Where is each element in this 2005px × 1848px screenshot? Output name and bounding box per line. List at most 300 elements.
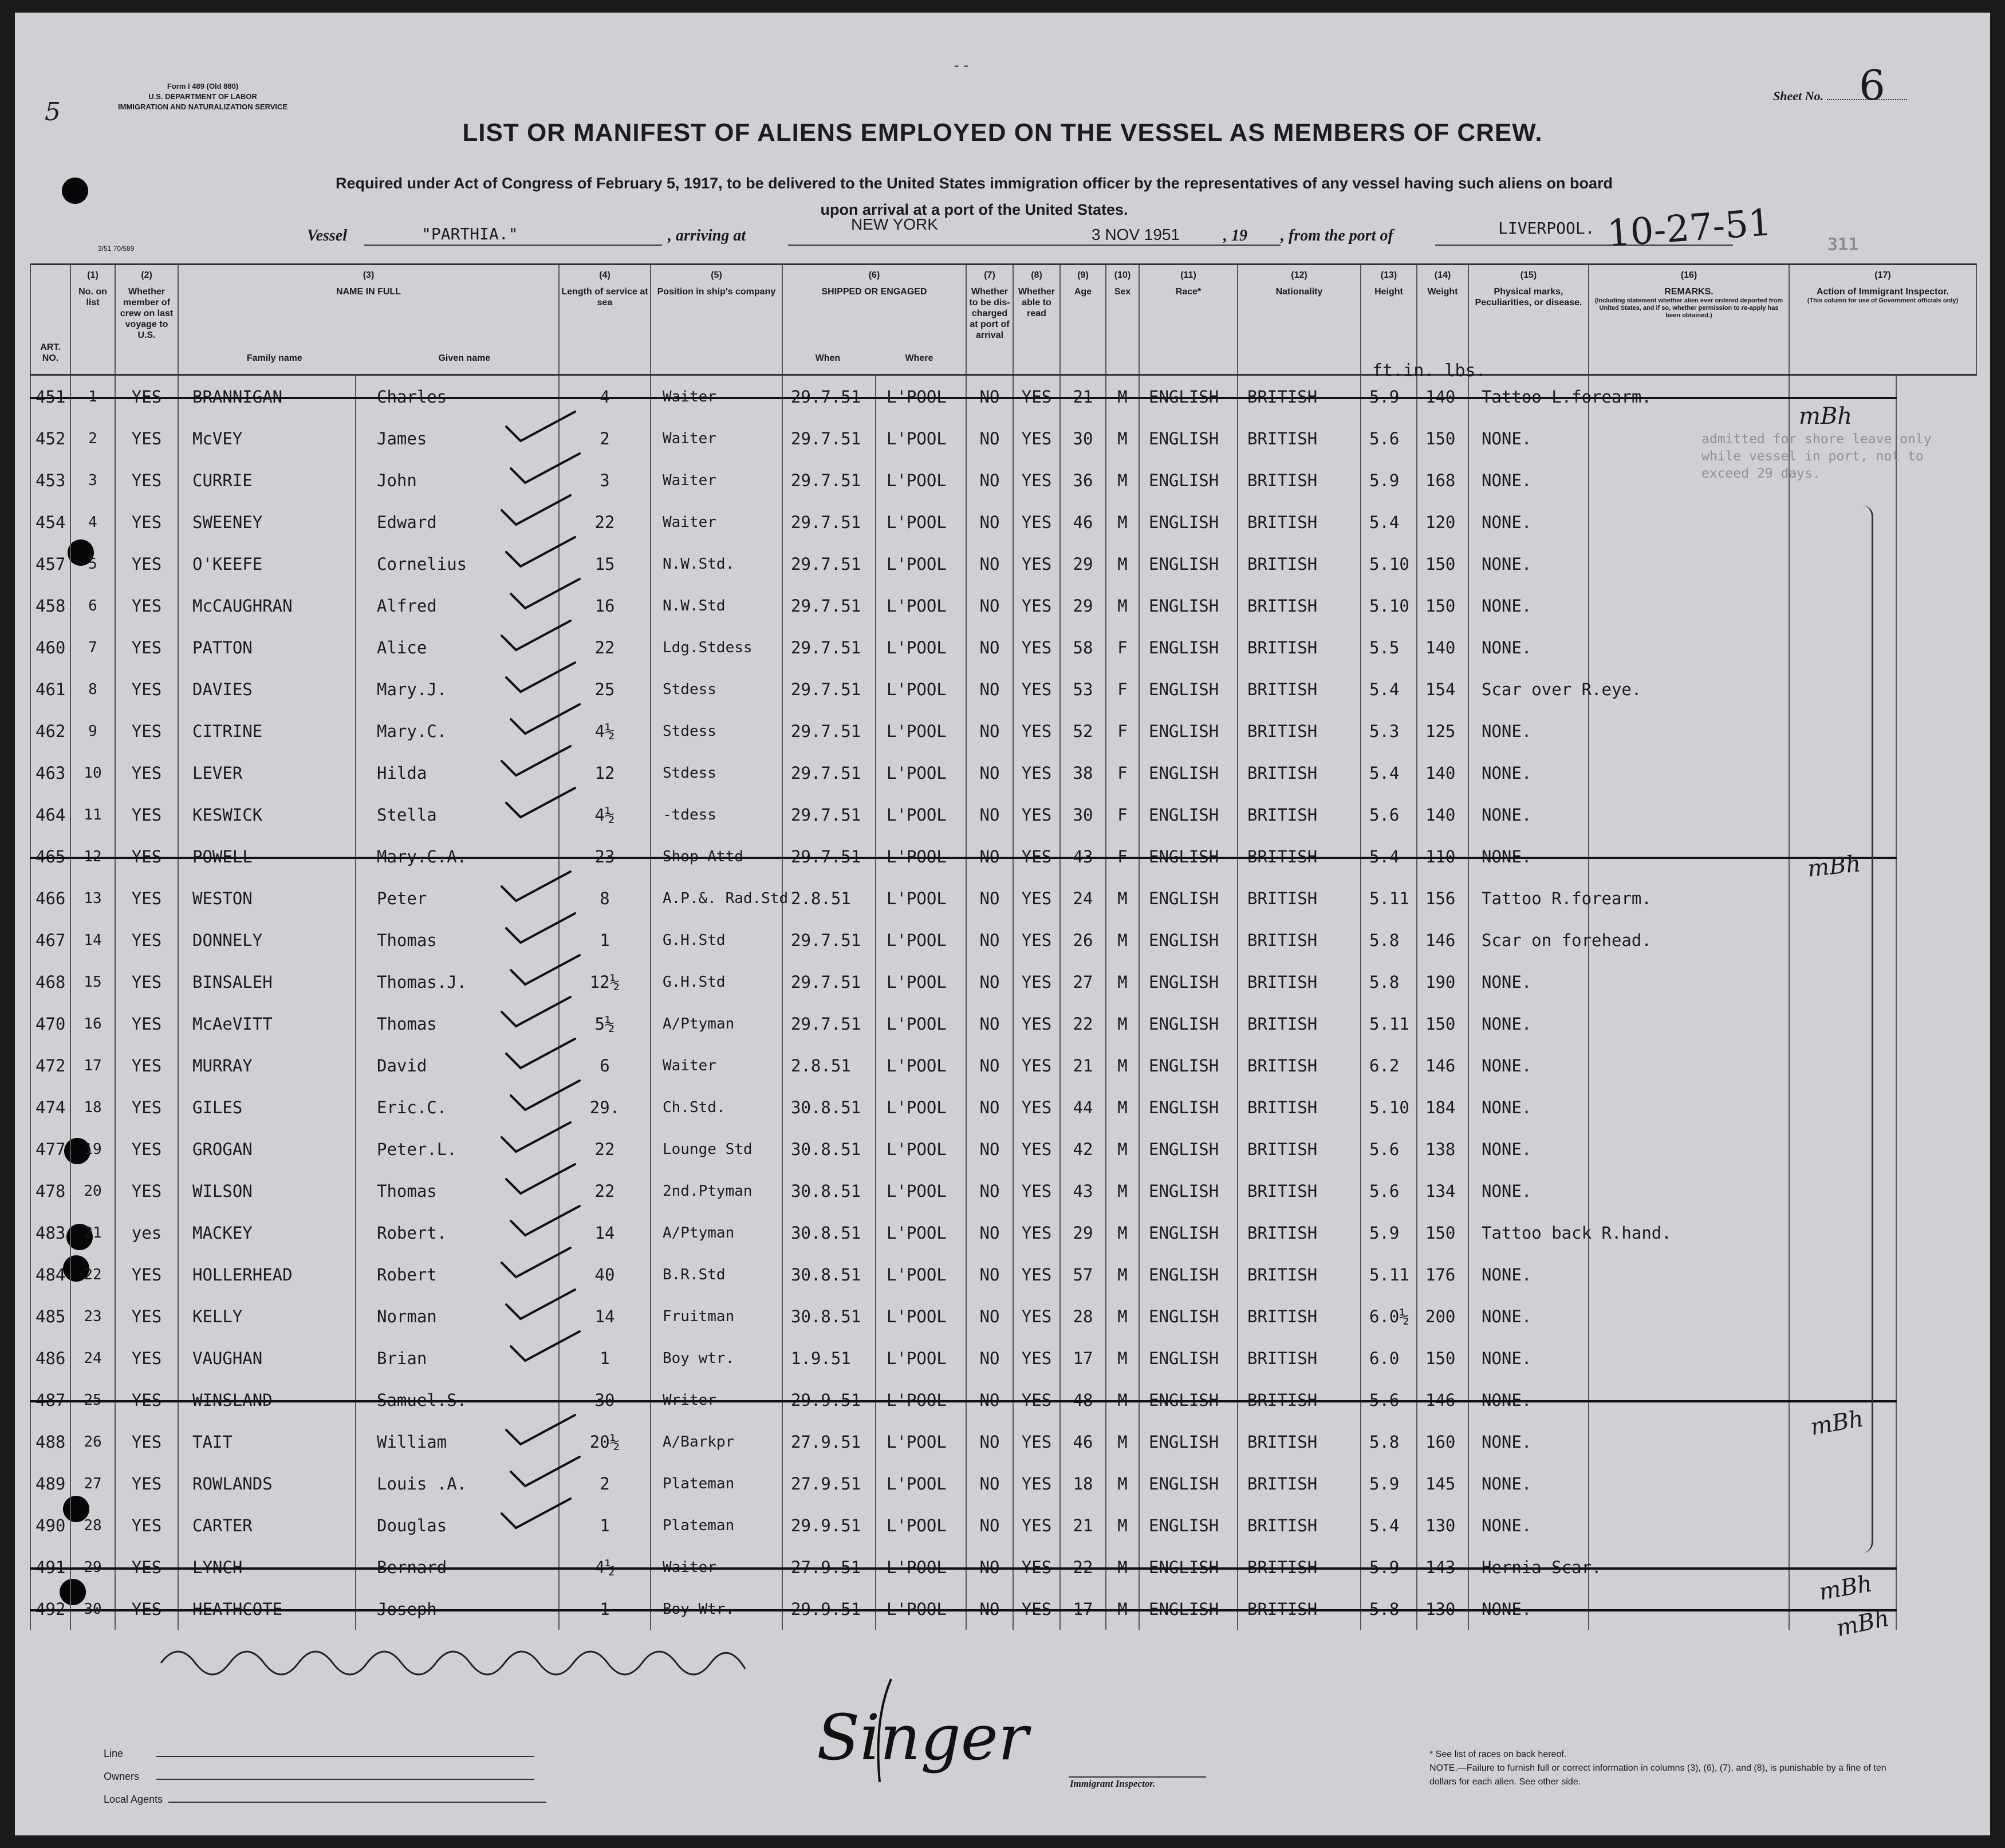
height-cell: 5.6 <box>1361 1170 1417 1212</box>
subtitle-line-2: upon arrival at a port of the United States. <box>820 201 1128 218</box>
physical-marks-cell: NONE. <box>1468 1588 1589 1630</box>
height-cell: 5.10 <box>1361 1086 1417 1128</box>
service-length-cell: 4½ <box>559 710 651 752</box>
handwritten-mark: 5 <box>45 97 61 127</box>
discharged-cell: NO <box>966 1421 1013 1463</box>
able-to-read-cell: YES <box>1013 1421 1060 1463</box>
height-cell: 5.10 <box>1361 543 1417 585</box>
height-cell: 5.4 <box>1361 1504 1417 1546</box>
physical-marks-cell: NONE. <box>1468 1504 1589 1546</box>
race-cell: ENGLISH <box>1139 1504 1238 1546</box>
weight-cell: 140 <box>1417 375 1468 418</box>
form-number: Form I 489 (Old 880) <box>167 82 239 90</box>
list-no-cell: 4 <box>70 501 115 543</box>
race-cell: ENGLISH <box>1139 1546 1238 1588</box>
shipped-when-cell: 2.8.51 <box>782 1045 876 1086</box>
family-name-cell: HEATHCOTE <box>178 1588 356 1630</box>
shipped-where-cell: L'POOL <box>876 1379 966 1421</box>
race-cell: ENGLISH <box>1139 1463 1238 1504</box>
physical-marks-cell: Tattoo L.forearm. <box>1468 375 1589 418</box>
race-cell: ENGLISH <box>1139 710 1238 752</box>
sex-cell: M <box>1106 877 1139 919</box>
list-no-cell: 30 <box>70 1588 115 1630</box>
shipped-when-cell: 27.9.51 <box>782 1463 876 1504</box>
able-to-read-cell: YES <box>1013 1588 1060 1630</box>
given-name-cell: Joseph <box>356 1588 559 1630</box>
art-no-cell: 458 <box>30 585 70 626</box>
last-voyage-cell: YES <box>115 752 178 794</box>
last-voyage-cell: YES <box>115 836 178 877</box>
age-cell: 48 <box>1060 1379 1106 1421</box>
able-to-read-cell: YES <box>1013 752 1060 794</box>
weight-cell: 160 <box>1417 1421 1468 1463</box>
sex-cell: M <box>1106 501 1139 543</box>
end-of-list-squiggle <box>158 1640 754 1692</box>
shipped-when-cell: 30.8.51 <box>782 1212 876 1254</box>
footer-fields <box>104 1742 546 1811</box>
shipped-where-cell: L'POOL <box>876 1504 966 1546</box>
sex-cell: F <box>1106 710 1139 752</box>
remarks-cell <box>1589 585 1789 626</box>
art-no-cell: 452 <box>30 417 70 459</box>
check-mark <box>508 953 582 988</box>
list-no-cell: 15 <box>70 961 115 1003</box>
able-to-read-cell: YES <box>1013 1295 1060 1337</box>
last-voyage-cell: YES <box>115 1045 178 1086</box>
discharged-cell: NO <box>966 1295 1013 1337</box>
check-mark <box>499 1120 573 1156</box>
age-cell: 21 <box>1060 375 1106 418</box>
able-to-read-cell: YES <box>1013 794 1060 836</box>
family-name-cell: WINSLAND <box>178 1379 356 1421</box>
inspector-initials: mBh <box>1834 1605 1892 1642</box>
age-cell: 58 <box>1060 626 1106 668</box>
penalty-note: NOTE.—Failure to furnish full or correct information in columns (3), (6), (7), and (8), is punishable by a fine of ten dollars for each alien. See other side. <box>1429 1763 1886 1787</box>
shipped-when-cell: 27.9.51 <box>782 1546 876 1588</box>
sex-cell: F <box>1106 668 1139 710</box>
art-no-cell: 465 <box>30 836 70 877</box>
inspector-action-cell <box>1789 501 1896 543</box>
table-row <box>30 1463 1976 1504</box>
inspector-initials: mBh <box>1817 1570 1874 1606</box>
able-to-read-cell: YES <box>1013 417 1060 459</box>
table-row <box>30 1086 1976 1128</box>
remarks-cell <box>1589 1504 1789 1546</box>
service-length-cell: 1 <box>559 1337 651 1379</box>
physical-marks-cell: NONE. <box>1468 1463 1589 1504</box>
shipped-when-cell: 30.8.51 <box>782 1086 876 1128</box>
art-no-cell: 477 <box>30 1128 70 1170</box>
family-name-cell: BRANNIGAN <box>178 375 356 418</box>
nationality-cell: BRITISH <box>1238 836 1361 877</box>
age-cell: 21 <box>1060 1504 1106 1546</box>
able-to-read-cell: YES <box>1013 877 1060 919</box>
vessel-line <box>307 215 1750 253</box>
list-no-cell: 18 <box>70 1086 115 1128</box>
position-cell: G.H.Std <box>651 919 782 961</box>
given-name-cell: Louis .A. <box>356 1463 559 1504</box>
discharged-cell: NO <box>966 501 1013 543</box>
inspector-action-cell <box>1789 961 1896 1003</box>
col-no-on-list: (1) No. on list <box>70 265 115 375</box>
remarks-cell <box>1589 752 1789 794</box>
arriving-underline <box>788 244 1281 246</box>
inspector-action-cell <box>1789 1045 1896 1086</box>
last-voyage-cell: YES <box>115 1003 178 1045</box>
inspector-action-cell <box>1789 668 1896 710</box>
table-row <box>30 417 1976 459</box>
form-identifier <box>118 81 287 112</box>
remarks-cell <box>1589 1170 1789 1212</box>
list-no-cell: 21 <box>70 1212 115 1254</box>
table-row <box>30 919 1976 961</box>
position-cell: G.H.Std <box>651 961 782 1003</box>
discharged-cell: NO <box>966 710 1013 752</box>
sex-cell: M <box>1106 1086 1139 1128</box>
race-cell: ENGLISH <box>1139 1212 1238 1254</box>
list-no-cell: 6 <box>70 585 115 626</box>
check-mark <box>503 409 578 445</box>
art-no-cell: 485 <box>30 1295 70 1337</box>
given-name-cell: Thomas <box>356 1003 559 1045</box>
physical-marks-cell: Hernia Scar. <box>1468 1546 1589 1588</box>
sex-cell: M <box>1106 417 1139 459</box>
sex-cell: M <box>1106 459 1139 501</box>
weight-cell: 150 <box>1417 543 1468 585</box>
shipped-where-cell: L'POOL <box>876 1588 966 1630</box>
height-cell: 5.4 <box>1361 668 1417 710</box>
local-agents-field: Local Agents <box>104 1788 546 1811</box>
physical-marks-cell: NONE. <box>1468 1086 1589 1128</box>
col-physical-marks: (15) Physical marks, Peculiarities, or disease. <box>1468 265 1589 375</box>
art-no-cell: 478 <box>30 1170 70 1212</box>
weight-cell: 145 <box>1417 1463 1468 1504</box>
physical-marks-cell: NONE. <box>1468 1337 1589 1379</box>
check-mark <box>508 1329 582 1365</box>
table-row <box>30 1421 1976 1463</box>
given-name-cell: Alice <box>356 626 559 668</box>
shipped-where-cell: L'POOL <box>876 710 966 752</box>
physical-marks-cell: NONE. <box>1468 710 1589 752</box>
shipped-when-cell: 30.8.51 <box>782 1254 876 1295</box>
document-subtitle <box>244 170 1704 223</box>
table-row <box>30 1128 1976 1170</box>
col-length-of-service: (4) Length of service at sea <box>559 265 651 375</box>
shipped-when-cell: 29.7.51 <box>782 752 876 794</box>
race-cell: ENGLISH <box>1139 417 1238 459</box>
sex-cell: M <box>1106 543 1139 585</box>
table-row <box>30 543 1976 585</box>
last-voyage-cell: YES <box>115 1295 178 1337</box>
table-row <box>30 710 1976 752</box>
footer-notes <box>1429 1748 1911 1789</box>
position-cell: Stdess <box>651 752 782 794</box>
given-name-cell: Brian <box>356 1337 559 1379</box>
height-cell: 5.6 <box>1361 794 1417 836</box>
shipped-when-cell: 29.7.51 <box>782 668 876 710</box>
shipped-when-cell: 30.8.51 <box>782 1295 876 1337</box>
weight-cell: 150 <box>1417 417 1468 459</box>
height-cell: 5.9 <box>1361 459 1417 501</box>
discharged-cell: NO <box>966 752 1013 794</box>
service-length-cell: 4½ <box>559 1546 651 1588</box>
sheet-number-label: Sheet No. <box>1773 89 1823 103</box>
last-voyage-cell: YES <box>115 1254 178 1295</box>
nationality-cell: BRITISH <box>1238 1463 1361 1504</box>
check-mark <box>503 1162 578 1197</box>
given-name-cell: Mary.C.A. <box>356 836 559 877</box>
art-no-cell: 462 <box>30 710 70 752</box>
nationality-cell: BRITISH <box>1238 1337 1361 1379</box>
given-name-cell: David <box>356 1045 559 1086</box>
discharged-cell: NO <box>966 1045 1013 1086</box>
nationality-cell: BRITISH <box>1238 501 1361 543</box>
remarks-cell <box>1589 668 1789 710</box>
position-cell: -tdess <box>651 794 782 836</box>
given-name-cell: Peter.L. <box>356 1128 559 1170</box>
race-cell: ENGLISH <box>1139 501 1238 543</box>
discharged-cell: NO <box>966 1128 1013 1170</box>
shipped-when-cell: 29.7.51 <box>782 919 876 961</box>
table-row <box>30 1003 1976 1045</box>
weight-cell: 125 <box>1417 710 1468 752</box>
art-no-cell: 483 <box>30 1212 70 1254</box>
family-name-cell: PATTON <box>178 626 356 668</box>
able-to-read-cell: YES <box>1013 1546 1060 1588</box>
remarks-cell <box>1589 543 1789 585</box>
position-cell: Boy wtr. <box>651 1337 782 1379</box>
weight-cell: 146 <box>1417 919 1468 961</box>
shipped-when-cell: 29.7.51 <box>782 459 876 501</box>
age-cell: 21 <box>1060 1045 1106 1086</box>
nationality-cell: BRITISH <box>1238 1254 1361 1295</box>
service-length-cell: 2 <box>559 417 651 459</box>
family-name-cell: DAVIES <box>178 668 356 710</box>
position-cell: N.W.Std <box>651 585 782 626</box>
check-mark <box>499 1496 573 1532</box>
physical-marks-cell: NONE. <box>1468 794 1589 836</box>
weight-cell: 120 <box>1417 501 1468 543</box>
race-cell: ENGLISH <box>1139 1337 1238 1379</box>
art-no-cell: 453 <box>30 459 70 501</box>
service-length-cell: 2 <box>559 1463 651 1504</box>
nationality-cell: BRITISH <box>1238 1295 1361 1337</box>
nationality-cell: BRITISH <box>1238 543 1361 585</box>
age-cell: 30 <box>1060 417 1106 459</box>
discharged-cell: NO <box>966 919 1013 961</box>
physical-marks-cell: NONE. <box>1468 1421 1589 1463</box>
discharged-cell: NO <box>966 877 1013 919</box>
sex-cell: M <box>1106 1295 1139 1337</box>
shipped-where-cell: L'POOL <box>876 919 966 961</box>
art-no-cell: 489 <box>30 1463 70 1504</box>
table-row <box>30 1170 1976 1212</box>
vessel-underline <box>364 244 662 246</box>
last-voyage-cell: YES <box>115 543 178 585</box>
height-cell: 5.4 <box>1361 501 1417 543</box>
last-voyage-cell: YES <box>115 1170 178 1212</box>
check-mark <box>503 1413 578 1448</box>
service-length-cell: 20½ <box>559 1421 651 1463</box>
inspector-action-cell <box>1789 1337 1896 1379</box>
discharged-cell: NO <box>966 1003 1013 1045</box>
last-voyage-cell: YES <box>115 1086 178 1128</box>
able-to-read-cell: YES <box>1013 1086 1060 1128</box>
physical-marks-cell: NONE. <box>1468 417 1589 459</box>
check-mark <box>499 744 573 779</box>
check-mark <box>499 995 573 1030</box>
last-voyage-cell: YES <box>115 375 178 418</box>
remarks-cell <box>1589 1086 1789 1128</box>
service-length-cell: 22 <box>559 1128 651 1170</box>
art-no-cell: 487 <box>30 1379 70 1421</box>
service-length-cell: 3 <box>559 459 651 501</box>
physical-marks-cell: NONE. <box>1468 501 1589 543</box>
last-voyage-cell: YES <box>115 626 178 668</box>
age-cell: 27 <box>1060 961 1106 1003</box>
shipped-when-cell: 29.7.51 <box>782 1003 876 1045</box>
height-cell: 5.4 <box>1361 836 1417 877</box>
family-name-cell: LEVER <box>178 752 356 794</box>
height-cell: 5.9 <box>1361 1546 1417 1588</box>
position-cell: Waiter <box>651 459 782 501</box>
sex-cell: M <box>1106 1254 1139 1295</box>
able-to-read-cell: YES <box>1013 459 1060 501</box>
remarks-cell <box>1589 961 1789 1003</box>
race-cell: ENGLISH <box>1139 752 1238 794</box>
height-cell: 5.3 <box>1361 710 1417 752</box>
race-cell: ENGLISH <box>1139 1128 1238 1170</box>
weight-cell: 140 <box>1417 752 1468 794</box>
arriving-label: , arriving at <box>668 227 746 245</box>
sheet-number-value: 6 <box>1859 61 1885 109</box>
position-cell: A.P.&. Rad.Std <box>651 877 782 919</box>
check-mark <box>508 451 582 487</box>
age-cell: 29 <box>1060 1212 1106 1254</box>
inspector-action-cell <box>1789 626 1896 668</box>
weight-cell: 110 <box>1417 836 1468 877</box>
check-mark <box>503 786 578 821</box>
shipped-when-cell: 30.8.51 <box>782 1170 876 1212</box>
nationality-cell: BRITISH <box>1238 1421 1361 1463</box>
arriving-port: NEW YORK <box>851 215 938 233</box>
shipped-where-cell: L'POOL <box>876 961 966 1003</box>
last-voyage-cell: YES <box>115 877 178 919</box>
age-cell: 46 <box>1060 501 1106 543</box>
sex-cell: M <box>1106 585 1139 626</box>
height-cell: 5.9 <box>1361 1463 1417 1504</box>
discharged-cell: NO <box>966 1170 1013 1212</box>
discharged-cell: NO <box>966 1588 1013 1630</box>
shipped-where-cell: L'POOL <box>876 1463 966 1504</box>
shipped-where-cell: L'POOL <box>876 501 966 543</box>
list-no-cell: 20 <box>70 1170 115 1212</box>
last-voyage-cell: YES <box>115 668 178 710</box>
list-no-cell: 19 <box>70 1128 115 1170</box>
position-cell: A/Barkpr <box>651 1421 782 1463</box>
position-cell: Shop Attd <box>651 836 782 877</box>
table-row <box>30 1588 1976 1630</box>
shipped-where-cell: L'POOL <box>876 459 966 501</box>
vessel-name: "PARTHIA." <box>422 224 518 243</box>
shipped-where-cell: L'POOL <box>876 836 966 877</box>
discharged-cell: NO <box>966 1504 1013 1546</box>
able-to-read-cell: YES <box>1013 626 1060 668</box>
col-art-no: ART. NO. <box>30 265 70 375</box>
discharged-cell: NO <box>966 1463 1013 1504</box>
col-inspector-action: (17) Action of Immigrant Inspector. (This column for use of Government officials only) <box>1789 265 1976 375</box>
inspector-action-cell <box>1789 919 1896 961</box>
table-row <box>30 626 1976 668</box>
list-no-cell: 29 <box>70 1546 115 1588</box>
age-cell: 46 <box>1060 1421 1106 1463</box>
inspector-action-cell <box>1789 1295 1896 1337</box>
given-name-cell: Charles <box>356 375 559 418</box>
sex-cell: M <box>1106 1045 1139 1086</box>
weight-cell: 130 <box>1417 1504 1468 1546</box>
given-name-cell: Mary.C. <box>356 710 559 752</box>
shipped-when-cell: 29.7.51 <box>782 375 876 418</box>
height-cell: 6.0 <box>1361 1337 1417 1379</box>
sex-cell: M <box>1106 1546 1139 1588</box>
service-length-cell: 15 <box>559 543 651 585</box>
height-cell: 5.11 <box>1361 1254 1417 1295</box>
discharged-cell: NO <box>966 794 1013 836</box>
table-row <box>30 1337 1976 1379</box>
shipped-where-cell: L'POOL <box>876 1212 966 1254</box>
sex-cell: F <box>1106 626 1139 668</box>
art-no-cell: 491 <box>30 1546 70 1588</box>
sex-cell: M <box>1106 1588 1139 1630</box>
last-voyage-cell: YES <box>115 1588 178 1630</box>
shipped-when-cell: 29.7.51 <box>782 961 876 1003</box>
col-crew-last-voyage: (2) Whether member of crew on last voyage to U.S. <box>115 265 178 375</box>
given-name-cell: James <box>356 417 559 459</box>
art-no-cell: 484 <box>30 1254 70 1295</box>
last-voyage-cell: YES <box>115 585 178 626</box>
family-name-cell: POWELL <box>178 836 356 877</box>
remarks-cell <box>1589 1337 1789 1379</box>
art-no-cell: 463 <box>30 752 70 794</box>
inspector-action-cell <box>1789 585 1896 626</box>
check-mark <box>503 911 578 947</box>
art-no-cell: 470 <box>30 1003 70 1045</box>
weight-cell: 146 <box>1417 1379 1468 1421</box>
list-no-cell: 27 <box>70 1463 115 1504</box>
shipped-where-cell: L'POOL <box>876 1254 966 1295</box>
inspector-action-cell <box>1789 1170 1896 1212</box>
able-to-read-cell: YES <box>1013 1504 1060 1546</box>
age-cell: 53 <box>1060 668 1106 710</box>
service-length-cell: 22 <box>559 1170 651 1212</box>
age-cell: 30 <box>1060 794 1106 836</box>
family-name-cell: WESTON <box>178 877 356 919</box>
last-voyage-cell: YES <box>115 1337 178 1379</box>
last-voyage-cell: YES <box>115 459 178 501</box>
list-no-cell: 8 <box>70 668 115 710</box>
able-to-read-cell: YES <box>1013 1003 1060 1045</box>
age-cell: 17 <box>1060 1337 1106 1379</box>
family-name-cell: MACKEY <box>178 1212 356 1254</box>
discharged-cell: NO <box>966 836 1013 877</box>
position-cell: N.W.Std. <box>651 543 782 585</box>
shipped-where-cell: L'POOL <box>876 668 966 710</box>
race-cell: ENGLISH <box>1139 543 1238 585</box>
age-cell: 44 <box>1060 1086 1106 1128</box>
service-length-cell: 1 <box>559 1588 651 1630</box>
remarks-cell <box>1589 375 1789 418</box>
given-name-cell: Edward <box>356 501 559 543</box>
